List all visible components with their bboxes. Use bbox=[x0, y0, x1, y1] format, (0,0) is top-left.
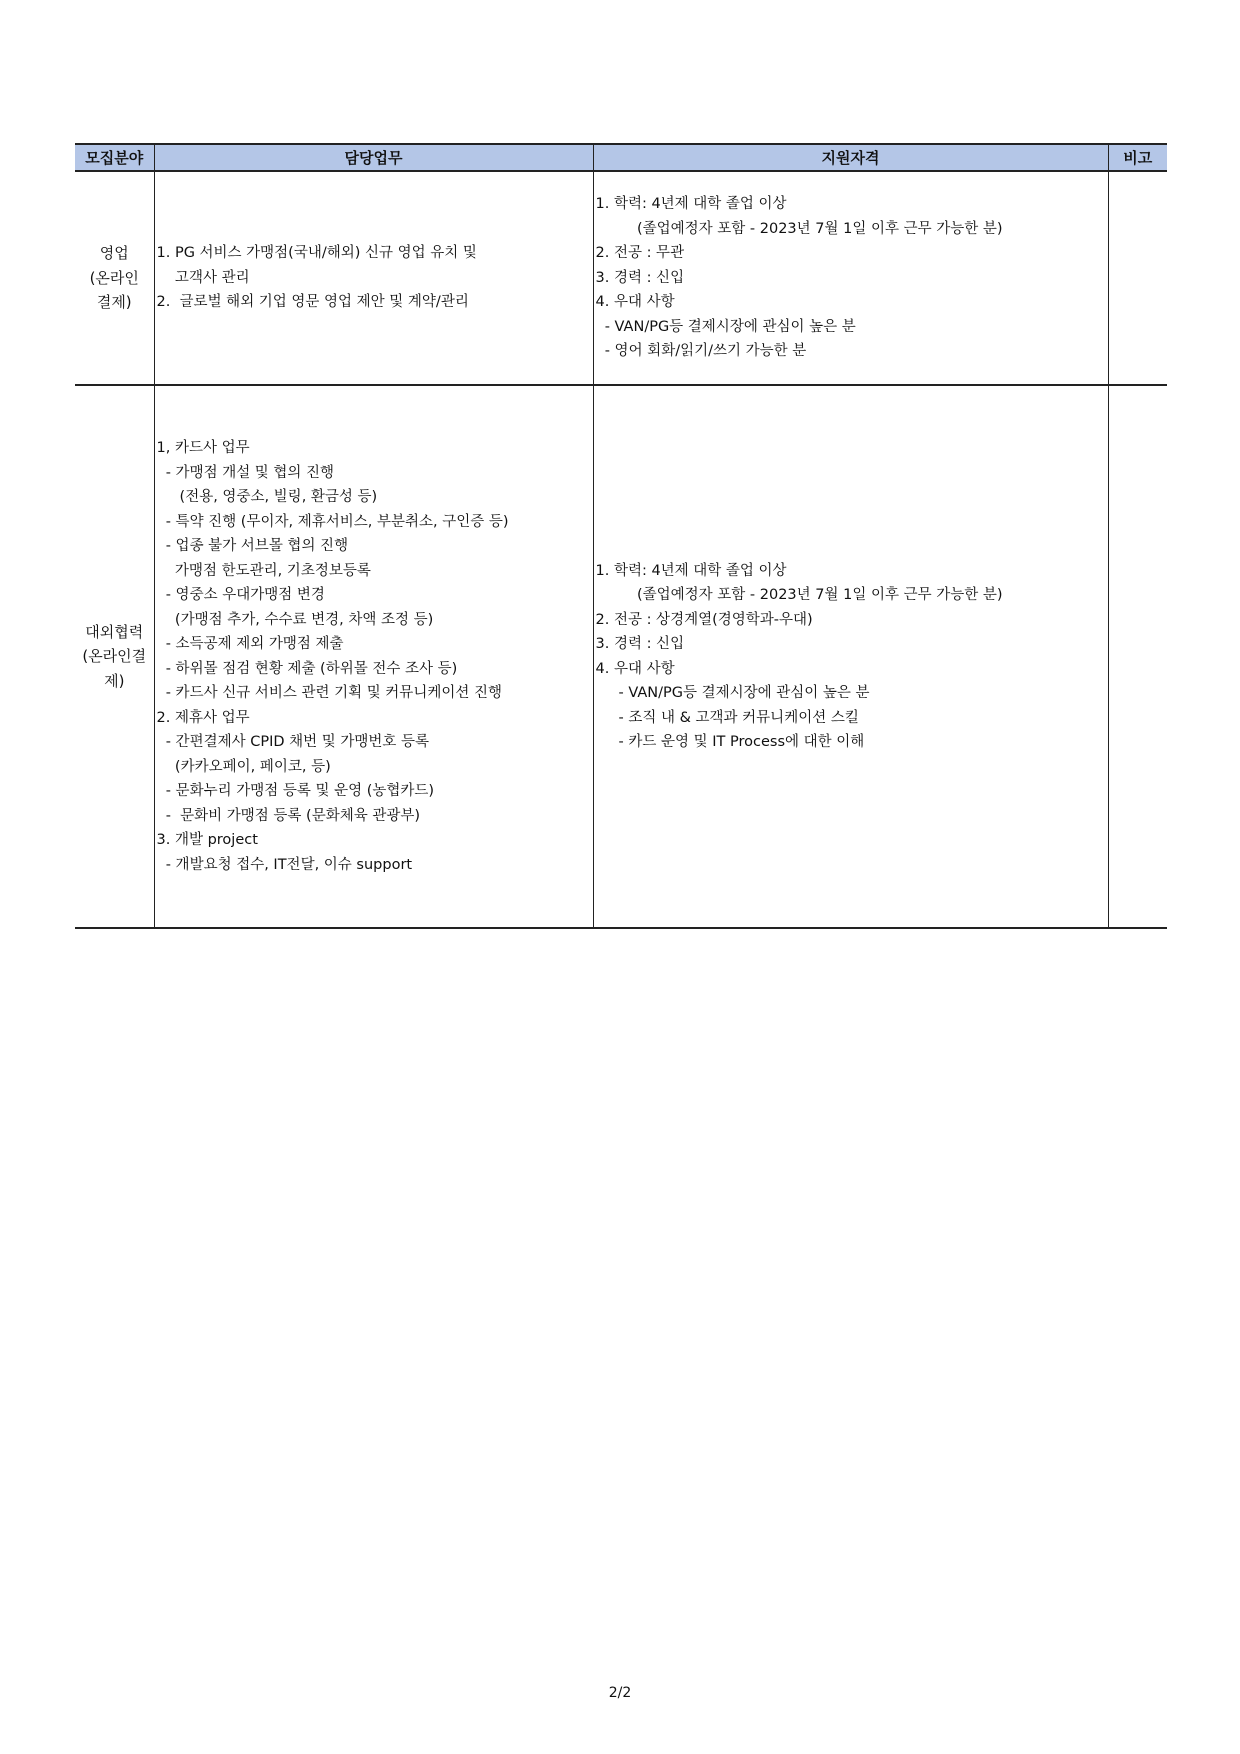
table-row-sales bbox=[75, 171, 1167, 385]
duty-line: - 문화비 가맹점 등록 (문화체육 관광부) bbox=[156, 807, 421, 824]
duty-line: 1, 카드사 업무 bbox=[156, 440, 250, 456]
qualification-line: - 조직 내 & 고객과 커뮤니케이션 스킬 bbox=[595, 709, 859, 726]
qualification-line: 4. 우대 사항 bbox=[595, 294, 675, 311]
duty-line: 가맹점 한도관리, 기초정보등록 bbox=[156, 562, 371, 579]
header-note: 비고 bbox=[1108, 144, 1167, 171]
duty-line: (카카오페이, 페이코, 등) bbox=[156, 758, 331, 775]
qualification-line: - VAN/PG등 결제시장에 관심이 높은 분 bbox=[595, 318, 856, 335]
field-line: 결제) bbox=[96, 293, 132, 312]
note-cell bbox=[1108, 171, 1167, 385]
table-row-partnership bbox=[75, 385, 1167, 928]
duty-line: 2. 제휴사 업무 bbox=[156, 709, 250, 726]
qualification-line: 4. 우대 사항 bbox=[595, 660, 675, 677]
field-line: (온라인결 bbox=[82, 647, 147, 666]
qualification-line: 2. 전공 : 무관 bbox=[595, 245, 685, 262]
header-field: 모집분야 bbox=[75, 144, 154, 171]
table-header-row bbox=[75, 144, 1167, 171]
field-line: 영업 bbox=[99, 244, 129, 263]
duty-line: (가맹점 추가, 수수료 변경, 차액 조정 등) bbox=[156, 611, 434, 628]
duty-line: - 간편결제사 CPID 채번 및 가맹번호 등록 bbox=[156, 734, 430, 750]
qualification-line: 3. 경력 : 신입 bbox=[595, 269, 685, 286]
duty-line: - 가맹점 개설 및 협의 진행 bbox=[156, 464, 335, 481]
duties-cell bbox=[154, 385, 593, 928]
qualifications-cell bbox=[593, 171, 1108, 385]
duty-line: - 영중소 우대가맹점 변경 bbox=[156, 587, 325, 603]
field-line: 제) bbox=[104, 671, 125, 690]
field-cell bbox=[75, 385, 154, 928]
field-line: 대외협력 bbox=[85, 622, 144, 641]
field-line: (온라인 bbox=[89, 268, 139, 287]
header-qualifications: 지원자격 bbox=[593, 144, 1108, 171]
page-number: 2/2 bbox=[608, 1685, 632, 1701]
duty-line: - 소득공제 제외 가맹점 제출 bbox=[156, 636, 344, 652]
field-cell bbox=[75, 171, 154, 385]
duties-cell bbox=[154, 171, 593, 385]
header-duties: 담당업무 bbox=[154, 144, 593, 171]
duty-line: - 하위몰 점검 현황 제출 (하위몰 전수 조사 등) bbox=[156, 660, 458, 677]
duty-line: 2. 글로벌 해외 기업 영문 영업 제안 및 계약/관리 bbox=[156, 294, 469, 311]
qualification-line: - 카드 운영 및 IT Process에 대한 이해 bbox=[595, 734, 865, 750]
duty-line: - 업종 불가 서브몰 협의 진행 bbox=[156, 538, 349, 554]
duty-line: - 개발요청 접수, IT전달, 이슈 support bbox=[156, 856, 413, 873]
duty-line: - 문화누리 가맹점 등록 및 운영 (농협카드) bbox=[156, 783, 435, 799]
duty-line: 1. PG 서비스 가맹점(국내/해외) 신규 영업 유치 및 bbox=[156, 245, 477, 262]
duty-line: 3. 개발 project bbox=[156, 832, 258, 848]
duty-line: - 카드사 신규 서비스 관련 기획 및 커뮤니케이션 진행 bbox=[156, 685, 502, 701]
recruitment-table bbox=[75, 143, 1167, 929]
duty-line: 고객사 관리 bbox=[156, 269, 250, 286]
qualifications-cell bbox=[593, 385, 1108, 928]
duty-line: (전용, 영중소, 빌링, 환금성 등) bbox=[156, 489, 378, 505]
qualification-line: (졸업예정자 포함 - 2023년 7월 1일 이후 근무 가능한 분) bbox=[595, 587, 1003, 603]
qualification-line: - 영어 회화/읽기/쓰기 가능한 분 bbox=[595, 343, 807, 360]
note-cell bbox=[1108, 385, 1167, 928]
qualification-line: 3. 경력 : 신입 bbox=[595, 636, 685, 652]
qualification-line: 2. 전공 : 상경계열(경영학과-우대) bbox=[595, 611, 813, 628]
qualification-line: 1. 학력: 4년제 대학 졸업 이상 bbox=[595, 562, 787, 579]
qualification-line: - VAN/PG등 결제시장에 관심이 높은 분 bbox=[595, 685, 870, 701]
qualification-line: (졸업예정자 포함 - 2023년 7월 1일 이후 근무 가능한 분) bbox=[595, 220, 1003, 237]
qualification-line: 1. 학력: 4년제 대학 졸업 이상 bbox=[595, 196, 787, 213]
duty-line: - 특약 진행 (무이자, 제휴서비스, 부분취소, 구인증 등) bbox=[156, 513, 509, 530]
